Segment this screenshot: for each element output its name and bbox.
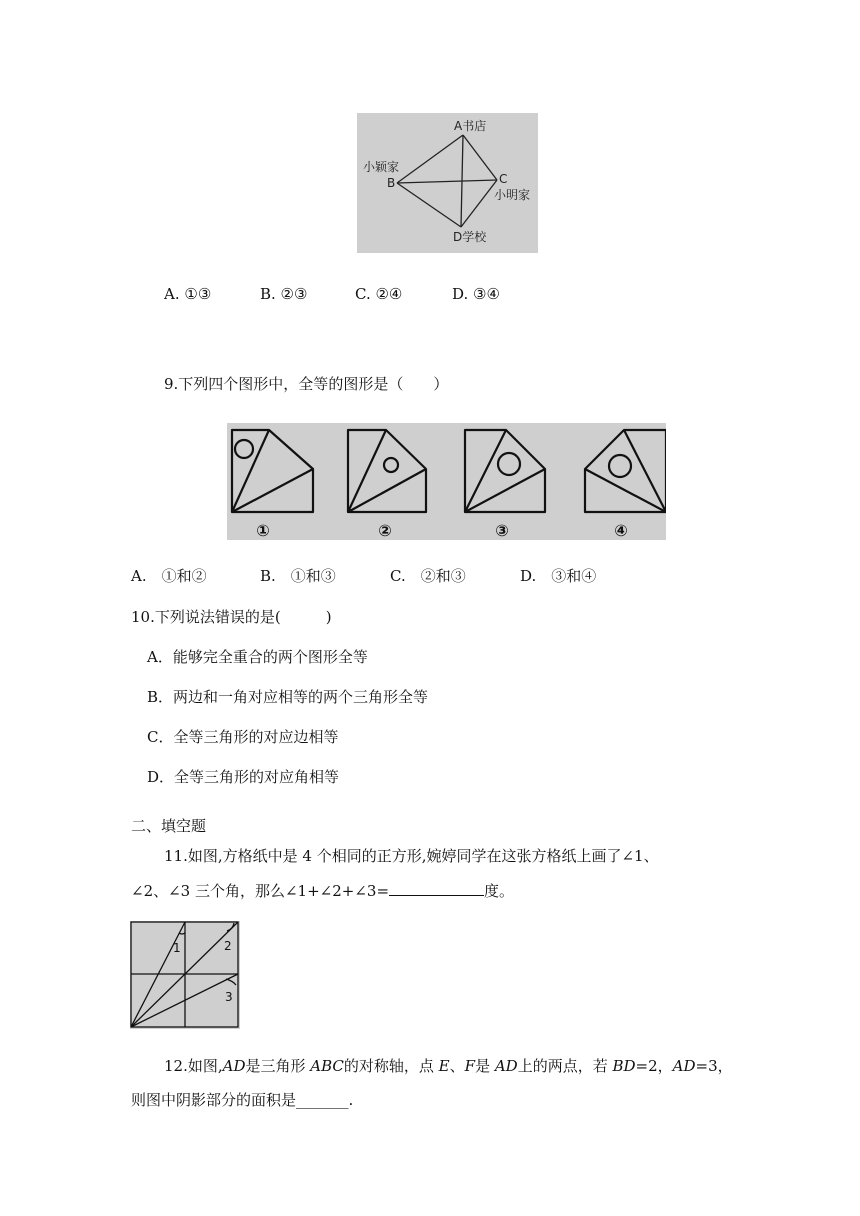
q12-line2-text: 则图中阴影部分的面积是 <box>131 1091 297 1109</box>
q12-var: AD <box>494 1057 518 1075</box>
q9-option-b: B. ①和③ <box>260 567 336 585</box>
section-title: 二、填空题 <box>131 817 207 835</box>
q9-shapes <box>227 423 666 540</box>
label-d: D学校 <box>453 230 487 244</box>
q12-line2-end: . <box>348 1091 354 1109</box>
segment-bc <box>397 180 497 183</box>
q10-option-d: D．全等三角形的对应角相等 <box>147 768 340 786</box>
label-c-name: 小明家 <box>494 188 531 202</box>
segment-ac <box>463 135 497 180</box>
shape-label-3: ③ <box>495 521 509 540</box>
label-c: C <box>499 172 508 186</box>
q11-grid <box>130 921 240 1029</box>
label-b: B <box>387 176 396 190</box>
shape-label-2: ② <box>378 521 392 540</box>
q11-line2 <box>131 881 514 901</box>
q12-var: ABC <box>310 1057 344 1075</box>
q11-line2-unit: 度。 <box>484 882 515 900</box>
q8-option-c: C. ②④ <box>355 285 403 303</box>
angle-label-2: 2 <box>224 939 232 953</box>
q9-stem: 9.下列四个图形中，全等的图形是（ ） <box>164 375 449 393</box>
q8-option-a: A. ①③ <box>164 285 212 303</box>
q12-var: AD <box>222 1057 246 1075</box>
q12-text: 的对称轴，点 <box>343 1057 439 1075</box>
q11-line2-text: ∠2、∠3 三个角，那么∠1+∠2+∠3= <box>131 882 390 900</box>
q12-text: 、 <box>449 1057 465 1075</box>
q12-var: F <box>464 1057 476 1075</box>
shape-2 <box>348 430 426 512</box>
segment-ab <box>397 135 463 183</box>
q11-answer-blank <box>389 881 484 896</box>
q12-text: 上的两点，若 <box>517 1057 613 1075</box>
q10-option-b: B．两边和一角对应相等的两个三角形全等 <box>147 688 429 706</box>
angle-label-1: 1 <box>173 941 181 955</box>
q12-text: 12.如图, <box>164 1057 223 1075</box>
segment-bd <box>397 183 461 227</box>
shape-1 <box>232 430 313 512</box>
q12-var: BD <box>612 1057 636 1075</box>
q10-stem: 10.下列说法错误的是( ) <box>131 608 332 626</box>
q9-figure <box>227 423 666 540</box>
map-diagram <box>357 113 538 253</box>
q8-option-d: D. ③④ <box>452 285 500 303</box>
q12-text: =3， <box>695 1057 733 1075</box>
q11-figure <box>130 921 240 1029</box>
q10-option-a: A．能够完全重合的两个图形全等 <box>147 648 368 666</box>
shape-label-1: ① <box>256 521 270 540</box>
q8-option-b: B. ②③ <box>260 285 308 303</box>
q12-text: 是三角形 <box>245 1057 311 1075</box>
q9-option-d: D. ③和④ <box>520 567 597 585</box>
q12-line2 <box>131 1090 353 1110</box>
q9-option-a: A. ①和② <box>131 567 207 585</box>
q11-line1: 11.如图,方格纸中是 4 个相同的正方形,婉婷同学在这张方格纸上画了∠1、 <box>164 847 659 865</box>
q12-text: 是 <box>475 1057 495 1075</box>
label-b-name: 小颖家 <box>363 160 400 174</box>
q9-option-c: C. ②和③ <box>390 567 466 585</box>
q12-answer-blank: _______ <box>296 1091 349 1109</box>
label-a: A书店 <box>454 119 487 133</box>
q12-line1 <box>164 1056 733 1076</box>
segment-cd <box>461 180 497 227</box>
q12-var: E <box>438 1057 450 1075</box>
q12-text: =2， <box>635 1057 673 1075</box>
shape-label-4: ④ <box>614 521 628 540</box>
angle-label-3: 3 <box>225 990 233 1004</box>
q10-option-c: C．全等三角形的对应边相等 <box>147 728 339 746</box>
shape-4 <box>585 430 666 512</box>
shape-3 <box>465 430 545 512</box>
map-figure <box>357 113 538 253</box>
q12-var: AD <box>672 1057 696 1075</box>
